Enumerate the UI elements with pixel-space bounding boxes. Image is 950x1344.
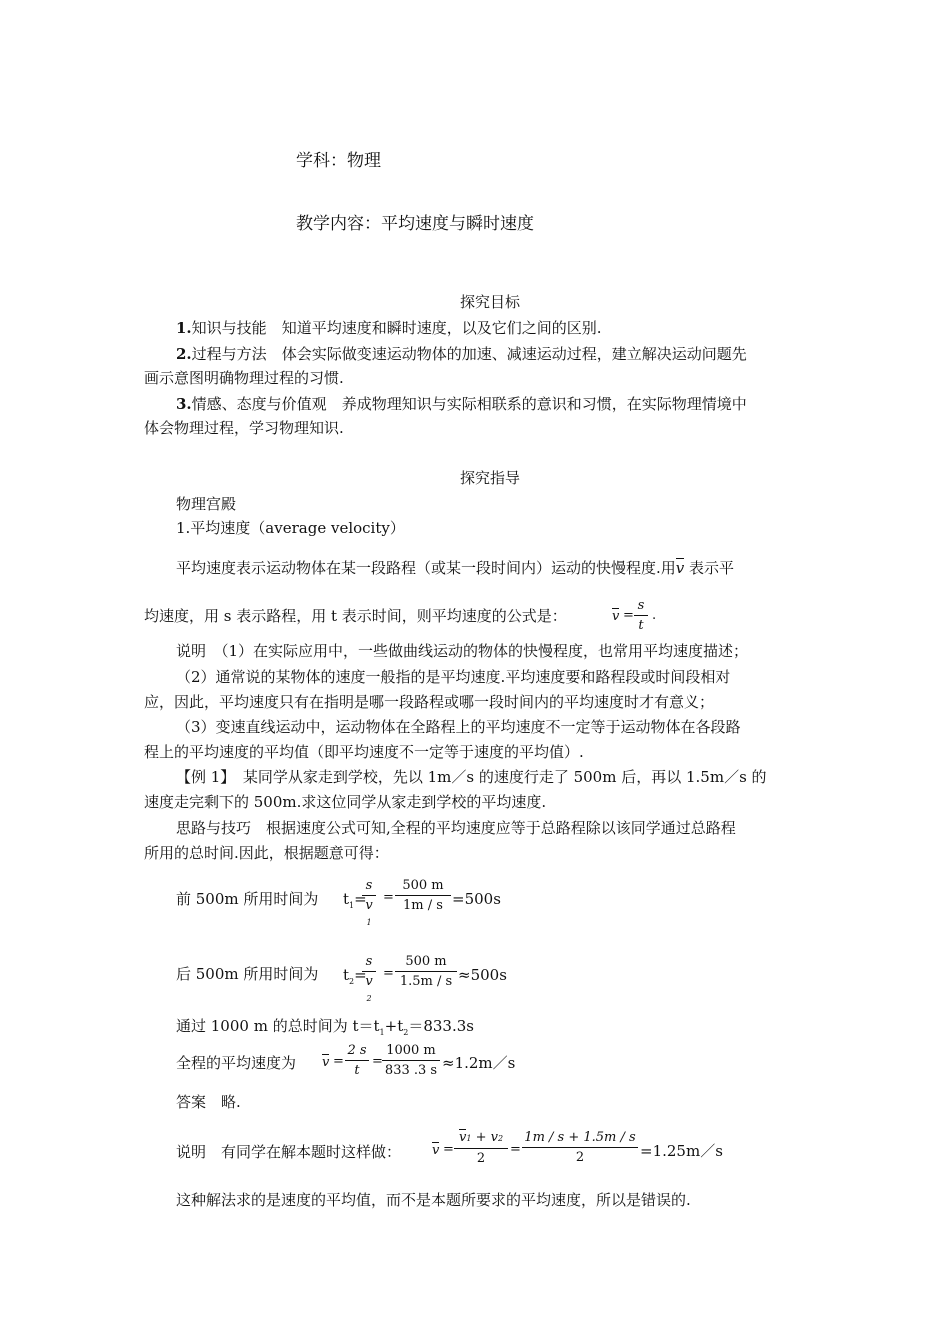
wrong-label: 说明 有同学在解本题时这样做：: [176, 1143, 402, 1161]
definition-text: 平均速度表示运动物体在某一段路程（或某一段时间内）运动的快慢程度.用: [176, 559, 676, 577]
note-3-cont: 程上的平均速度的平均值（即平均速度不一定等于速度的平均值）.: [144, 743, 584, 761]
note-2-cont: 应，因此，平均速度只有在指明是哪一段路程或哪一段时间内的平均速度时才有意义；: [144, 693, 715, 711]
avg-result: ≈1.2m／s: [442, 1054, 516, 1072]
avg-v: v: [322, 1055, 330, 1070]
goal-text: 体会实际做变速运动物体的加速、减速运动过程，建立解决运动问题先: [281, 345, 747, 363]
goal-3-cont: 体会物理过程，学习物理知识.: [144, 419, 344, 437]
total-time-line: 通过 1000 m 的总时间为 $t=t_1+t_2=833.3s$: [176, 1017, 474, 1037]
t2-fraction-sv: s v 2: [362, 954, 376, 1007]
avg-fraction-symbolic: 2 s t: [345, 1043, 369, 1079]
wrong-fraction-symbolic: v1 + v2 2: [454, 1130, 508, 1167]
avg-equation: v = 2 s t = 1000 m 833 .3 s ≈1.2m／s: [322, 1043, 516, 1078]
goal-num: 2.: [176, 345, 192, 363]
definition-line-2: 均速度，用 s 表示路程，用 t 表示时间，则平均速度的公式是：: [144, 607, 567, 625]
example-line-1: [176, 767, 767, 787]
topic-heading: 1.平均速度（average velocity）: [176, 519, 405, 537]
fraction-numerator: s: [637, 598, 645, 613]
goal-2-cont: 画示意图明确物理过程的习惯.: [144, 369, 344, 387]
t2-equation: $t_2=$ s v 2 = 500 m 1.5m / s ≈500s: [340, 954, 520, 1014]
formula-end: .: [652, 608, 657, 623]
wrong-fraction-values: 1m / s + 1.5m / s 2: [522, 1130, 638, 1166]
example-text: 某同学从家走到学校，先以 1m／s 的速度行走了 500m 后，再以 1.5m／s 的: [242, 768, 767, 786]
total-label: 通过 1000 m 的总时间为: [176, 1017, 348, 1035]
subject-line: 学科：物理: [296, 151, 381, 171]
t1-label: 前 500m 所用时间为: [176, 890, 319, 908]
t2-var: $t_2=$: [343, 966, 367, 986]
goal-2: [176, 344, 747, 364]
content-line: 教学内容：平均速度与瞬时速度: [296, 214, 534, 234]
wrong-v: v: [432, 1143, 440, 1158]
formula-fraction: [634, 598, 648, 634]
formula-eq: =: [623, 608, 634, 623]
goal-3: [176, 394, 747, 414]
goal-text: 知道平均速度和瞬时速度，以及它们之间的区别.: [281, 319, 602, 337]
palace-heading: 物理宫殿: [176, 495, 237, 513]
goal-num: 3.: [176, 395, 192, 413]
idea-line-1: 思路与技巧 根据速度公式可知,全程的平均速度应等于总路程除以该同学通过总路程: [176, 819, 736, 837]
t1-fraction-sv: s v 1: [362, 878, 376, 931]
definition-text-end: 表示平: [689, 559, 735, 577]
t1-equation: $t_1=$ s v 1 = 500 m 1m / s =500s: [340, 878, 500, 938]
goal-num: 1.: [176, 319, 192, 337]
avg-label: 全程的平均速度为: [176, 1054, 297, 1072]
t1-fraction-values: 500 m 1m / s: [395, 878, 451, 914]
wrong-result: =1.25m／s: [640, 1142, 723, 1160]
t2-fraction-values: 500 m 1.5m / s: [395, 954, 457, 990]
conclusion-line: 这种解法求的是速度的平均值，而不是本题所要求的平均速度，所以是错误的.: [176, 1191, 691, 1209]
note-1: 说明 （1）在实际应用中，一些做曲线运动的物体的快慢程度，也常用平均速度描述；: [176, 642, 749, 660]
t2-result: ≈500s: [458, 966, 507, 984]
idea-line-2: 所用的总时间.因此，根据题意可得：: [144, 844, 389, 862]
guide-title: 探究指导: [460, 469, 521, 487]
fraction-denominator: t: [638, 618, 644, 633]
example-tag: 【例 1】: [176, 768, 228, 786]
answer-line: 答案 略.: [176, 1093, 241, 1111]
v-bar-symbol: v: [675, 559, 685, 577]
note-3: （3）变速直线运动中，运动物体在全路程上的平均速度不一定等于运动物体在各段路: [176, 718, 741, 736]
velocity-formula: [610, 598, 670, 638]
t1-var: $t_1=$: [343, 890, 367, 910]
goals-title: 探究目标: [460, 293, 521, 311]
goal-label: 知识与技能: [191, 319, 267, 337]
formula-v: v: [612, 609, 620, 624]
goal-label: 情感、态度与价值观: [191, 395, 327, 413]
goal-label: 过程与方法: [191, 345, 267, 363]
t1-result: =500s: [452, 890, 501, 908]
wrong-equation: v = v1 + v2 2 = 1m / s + 1.5m / s 2 =1.25m／s: [432, 1130, 723, 1166]
avg-fraction-values: 1000 m 833 .3 s: [382, 1043, 440, 1079]
goal-1: [176, 318, 601, 338]
definition-line-1: [176, 558, 734, 578]
t2-label: 后 500m 所用时间为: [176, 965, 319, 983]
example-line-2: 速度走完剩下的 500m.求这位同学从家走到学校的平均速度.: [144, 793, 547, 811]
note-2: （2）通常说的某物体的速度一般指的是平均速度.平均速度要和路程段或时间段相对: [176, 668, 731, 686]
goal-text: 养成物理知识与实际相联系的意识和习惯，在实际物理情境中: [341, 395, 747, 413]
